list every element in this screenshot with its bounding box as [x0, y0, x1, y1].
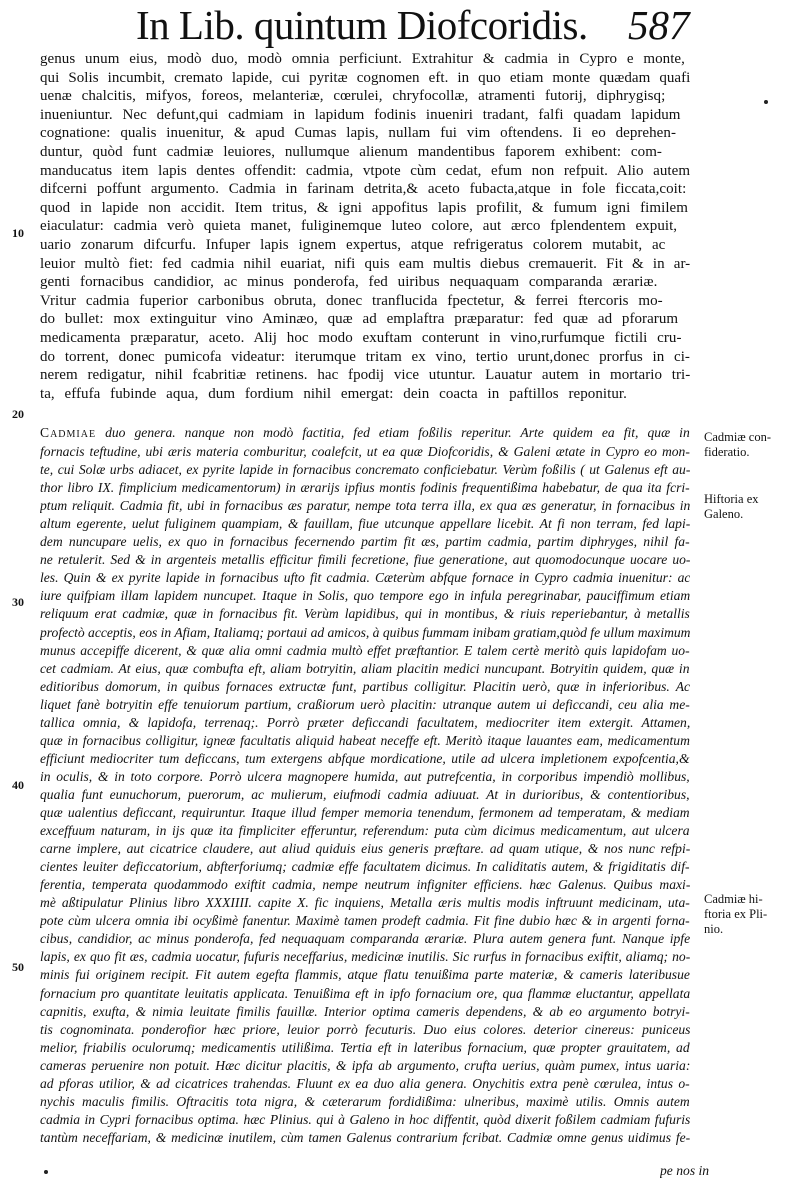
text-line: ta, effufa fubinde aqua, dum fordium nihil emergat: dein coacta in paftillos reponitur.	[40, 385, 627, 402]
marginal-note-line: ftoria ex Pli-	[704, 907, 768, 921]
text-line: duntur, quòd funt cadmiæ leuiores, nullumque alienum mandentibus faporem exhibent: com-	[40, 144, 662, 160]
text-line: cognatione: qualis inuenitur, & apud Cumas lapis, nullam fui vim oftendens. Ii eo deprehen-	[40, 125, 676, 142]
text-line: genti fornacibus candidior, ac minus ponderofa, fed uiribus nequaquam comparanda ærariæ.	[40, 274, 658, 291]
text-line: quæ in fornacibus colligitur, igneæ facultatis aliquid habeat neceffe eft. Meritò itaque lauantes eam, medicamentum	[40, 732, 690, 748]
text-line: do bullet: mox extinguitur vino Aminæo, quæ ad emplaftra præparatur: fed quæ ad pforarum	[40, 311, 679, 328]
text-line: genus unum eius, modò duo, modò omnia perficiunt. Extrahitur & cadmia in Cypro e monte,	[40, 51, 685, 67]
text-line: uario zonarum difcurfu. Infuper lapis ignem expertus, atque refrigeratus colorem mutabit, ac	[40, 237, 666, 253]
line-number: 10	[12, 226, 24, 240]
line-number: 30	[12, 595, 24, 609]
line-number: 50	[12, 960, 24, 974]
text-line: qualia funt eunuchorum, puerorum, ac mulierum, eiufmodi cadmia adiuuat. At in durioribus, & contentioribus,	[40, 786, 690, 802]
text-line: melior, friabilis oculorumq; medicamentis utilißima. Tertia eft in lateribus fornacium, quæ propter grauitatem, ad	[40, 1039, 690, 1055]
text-line: cadmia in Cypri fornacibus optima. hæc Plinius. qui à Galeno in hoc diffentit, quòd dixerit foßilem cadmiam fufuris	[40, 1111, 690, 1127]
commentary-first-text: duo genera. nanque non modò factitia, fed etiam foßilis reperitur. Arte quidem ea fit, quæ in	[96, 425, 690, 440]
line-number: 40	[12, 778, 24, 792]
text-line: tantùm neceffariam, & medicinæ inutilem, cùm tamen Galenus contrarium fcribat. Cadmiæ omne genus uidimus fe-	[40, 1129, 690, 1145]
text-line: thor libro IX. fimplicium medicamentorum) in ærarijs ipfius montis fodinis frequentißima habebatur, de qua ita fcri-	[40, 480, 690, 496]
text-line: cientes leuiter deficcatorium, abfterforiumq; cadmiæ effe facultatem dicimus. In caliditatis autem, & frigiditatis dif-	[40, 859, 690, 875]
text-line: tis cognominata. ponderofior hæc priore, leuior porrò fecuturis. Duo eius colores. deterior cinereus: puniceus	[40, 1021, 690, 1037]
text-line: mè aßtipulatur Plinius libro XXXIIII. capite X. fic inquiens, Metalla æris multis modis inftruunt medicinam, uta-	[40, 895, 690, 911]
text-line: efficiunt mediocriter tum deficcans, tum extergens abfque mordicatione, utile ad ulcera impletionem expofcentia,&	[40, 750, 690, 766]
ink-speck	[44, 1170, 48, 1174]
text-line: editioribus domorum, in quibus fornaces extructæ funt, partibus colligitur. Placitin uerò, quæ in inferioribus. Ac	[40, 678, 690, 694]
commentary-first-line	[40, 424, 690, 442]
text-line: liquet fanè botryitin effe tenuiorum partium, craßiorum uerò placitin: utranque autem ui deficcandi, ceu alia me-	[40, 696, 690, 712]
text-line: cameras peruenire non potuit. Hæc dicitur placitis, & ipfa ab argumento, crufta uerius, quàm pumex, intus uaria:	[40, 1057, 690, 1073]
text-line: altum egerente, uelut fuliginem quampiam, & fauillam, fiue utcunque appellare licebit. At fi non terram, fed lapi-	[40, 516, 690, 532]
line-number: 20	[12, 407, 24, 421]
text-line: dem nuncupare uelis, ex quo in fornacibus fecernendo partim fit æs, partim cadmia, partim diphryges, nihil fa-	[40, 534, 690, 550]
text-line: difcerni poffunt argumento. Cadmia in farinam detrita,& aceto fubacta,atque in fole ficcata,coit:	[40, 181, 687, 198]
text-line: qui Solis incumbit, cremato lapide, cui pyritæ cognomen eft. in quo etiam monte quædam quafi	[40, 69, 690, 86]
commentary-lead-word: Cadmiae	[40, 425, 97, 440]
text-line: Vritur cadmia fuperior carbonibus obruta, donec tranflucida fpectetur, & ferrei ftercoris mo-	[40, 292, 663, 309]
text-line: capnitis, exufta, & nimia leuitate fimilis fauillæ. Interior optima cameris dependens, & ab eo argumento botryi-	[40, 1003, 690, 1019]
text-line: eiaculatur: cadmia verò quieta manet, fuliginemque luteo colore, aut ærco fplendentem expuit,	[40, 218, 678, 235]
text-line: te, cui Solæ urbs adiacet, ex pyrite lapide in fornacibus concremato conficiebatur. Verùm foßilis ( ut Galenus eft au-	[40, 462, 690, 478]
ink-speck	[764, 100, 768, 104]
text-line: quod in lapide non accidit. Item tritus, & igni appofitus lapis profilit, & fumum igni fimilem	[40, 199, 688, 216]
marginal-note	[704, 892, 784, 937]
text-line: do torrent, donec pumicofa videatur: iterumque tritam ex vino, tertio urunt,donec prorfus in ci-	[40, 348, 690, 365]
marginal-note-line: fideratio.	[704, 445, 750, 459]
text-line: les. Quin & ex pyrite lapide in fornacibus ufto fit cadmia. Cæterùm abfque fornace in Cypro cadmia inuenitur: ac	[40, 570, 690, 586]
catchword: pe nos in	[660, 1163, 710, 1178]
text-line: ferentia, temperata quodammodo exiftit cadmia, nempe neutrum infigniter efficiens. hæc Galenus. Quibus maxi-	[40, 877, 690, 893]
marginal-note	[704, 492, 784, 522]
marginal-note-line: nio.	[704, 922, 724, 936]
text-line: in oculis, & in toto corpore. Porrò ulcera magnopere humida, aut putrefcentia, in corporibus impendiò mollibus,	[40, 768, 690, 784]
marginal-note-line: Cadmiæ con-	[704, 430, 772, 444]
text-line: exceffuum naturam, in ijs quæ ita fimpliciter efferuntur, referendum: puta cùm dicimus medicamentum, aut ulcera	[40, 823, 690, 839]
text-line: ne retulerit. Sed & in argenteis metallis efficitur fimili fecretione, fiue generatione, aut quomodocunque uocare uo-	[40, 552, 690, 568]
text-line: uenæ chalcitis, mifyos, foreos, melanteriæ, cœrulei, chryfocollæ, atramenti futorij, diphrygisq;	[40, 88, 666, 105]
text-line: pote cùm ulcera omnia ibi ocyßimè fanentur. Maximè tamen prodeft cadmia. Fit fine dubio hæc & in argenti forna-	[40, 913, 690, 929]
marginal-note-line: Galeno.	[704, 507, 744, 521]
text-line: leuior multò fiet: fed cadmia nihil euariat, nifi quis eam multis diebus cremauerit. Fit & in ar-	[40, 255, 690, 272]
page-number: 587	[628, 2, 690, 48]
text-line: carne implere, aut cicatrice claudere, aut aliud quiduis eius generis præftare. ad quam utique, & nos nunc refpi-	[40, 841, 690, 857]
text-line: manducatus item lapis dentes offendit: cadmia, vtpote cùm cedat, efum non refpuit. Alio autem	[40, 162, 690, 179]
text-line: ad pforas utilior, & ad cicatrices trahendas. Fluunt ex ea duo alia genera. Onychitis extra penè cœrulea, intus o-	[40, 1075, 690, 1091]
page-header	[0, 2, 787, 48]
text-line: fornacium pro quantitate leuitatis applicata. Tenuißima eft in ipfo fornacium ore, qua flammæ eluctantur, appellata	[40, 985, 690, 1001]
text-line: nerem redigatur, nihil fcabritiæ retinens. hac fpodij vice utuntur. Lauatur autem in mortario tri-	[40, 367, 690, 384]
marginal-note	[704, 430, 784, 460]
text-line: quæ ualentius deficcant, requiruntur. Itaque illud femper memoria tenendum, fermonem ad temperatam, & mediam	[40, 805, 690, 820]
running-title: In Lib. quintum Diofcoridis.	[136, 2, 588, 48]
text-line: inueniuntur. Nec defunt,qui cadmiam in lapidum fodinis inueniri tradant, falfi quadam lapidum	[40, 106, 681, 123]
marginal-note-line: Hiftoria ex	[704, 492, 759, 506]
text-line: munus accepiffe dicerent, & quæ alia omni cadmia multò effet præftantior. E talem certè meritò quis lapidofam uo-	[40, 642, 690, 658]
text-line: iure quifpiam illam lapidem nuncupet. Itaque in Solis, quo tempore ego in infula peregrinabar, pauciffimum etiam	[40, 588, 690, 604]
text-line: minis fui originem recipit. Fit autem egefta flammis, atque flatu tenuißima parte materiæ, & cameris lateribusue	[40, 967, 690, 983]
text-line: tallica omnia, & lapidofa, terrenaq;. Porrò præter deficcandi facultatem, mediocriter item extergit. Attamen,	[40, 714, 690, 730]
text-line: medicamenta præparatur, aceto. Alij hoc modo exuftam conterunt in vino,rurfumque fictili cru-	[40, 330, 682, 346]
marginal-note-line: Cadmiæ hi-	[704, 892, 763, 906]
text-line: fornacis teftudine, ubi æris materia comburitur, coalefcit, ut ea quæ Diofcoridis, & Galeni ætate in Cypro eo mon-	[40, 444, 690, 459]
text-line: reliquum erat cadmiæ, quæ in fornacibus fit. Verùm lapidibus, qui in montibus, & riuis reperiebantur, à metallis	[40, 606, 690, 622]
text-line: profectò acceptis, eos in Afiam, Italiamq; portaui ad amicos, à quibus fummam inibam gratiam,quòd fe ullum maximum	[40, 624, 690, 640]
text-line: lapis, ex quo fit æs, cadmia uocatur, fufuris neceffarius, medicinæ inutilis. Sic rurfus in fornacibus exiftit, aliamq; no-	[40, 949, 690, 965]
text-line: ptum reliquit. Cadmia fit, ubi in fornacibus æs paratur, nempe tota terra illa, ex qua æs generatur, in fornacibus in	[40, 498, 690, 514]
text-line: cet cadmiam. At eius, quæ combufta eft, aliam botryitin, aliam placitin medici nuncupant. Botryitin quidem, quæ in	[40, 660, 690, 676]
text-line: nychis maculis fimilis. Oftracitis tota nigra, & cæterarum fordidißima: ulneribus, maximè utilis. Omnis autem	[40, 1093, 690, 1109]
text-line: cibus, candidior, ac minus ponderofa, fed nequaquam comparanda ærariæ. Plura autem genera funt. Nanque ipfe	[40, 931, 690, 947]
